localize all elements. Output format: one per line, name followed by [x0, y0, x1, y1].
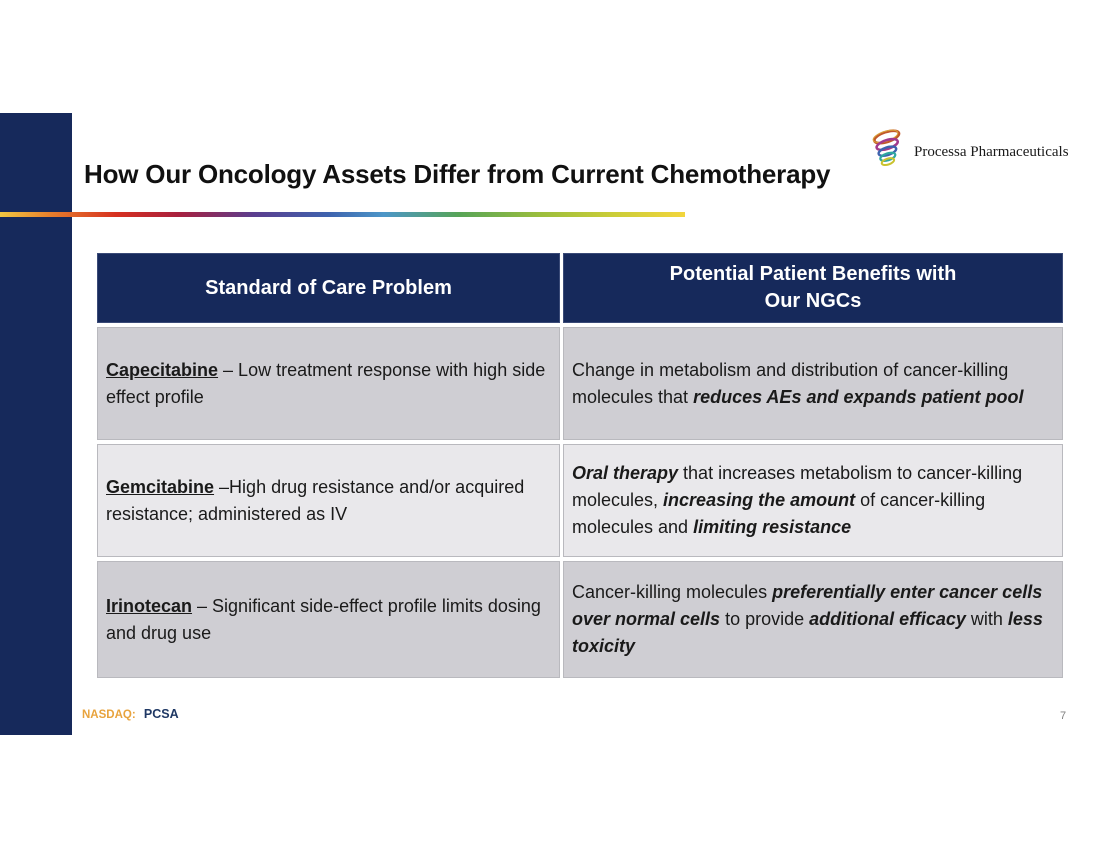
text-segment: with: [965, 609, 1008, 629]
text-segment: Capecitabine: [106, 359, 219, 380]
company-logo: [866, 126, 1069, 179]
stacked-rings-icon: [866, 126, 910, 179]
cell-text: [572, 357, 1052, 411]
comparison-table: [97, 253, 1063, 678]
rainbow-divider-line: [0, 212, 685, 217]
text-segment: of cancer-killing molecules and: [572, 490, 986, 537]
text-segment: increasing the amount: [663, 490, 856, 510]
company-name: Processa Pharmaceuticals: [914, 144, 1069, 160]
table-row-gemcitabine-benefit: [563, 444, 1063, 557]
table-row-gemcitabine-problem: [97, 444, 560, 557]
table-header-benefits: Potential Patient Benefits with Our NGCs: [563, 253, 1063, 323]
cell-text: [106, 593, 549, 647]
left-accent-band: [0, 113, 72, 735]
cell-text: [572, 579, 1052, 660]
table-row-capecitabine-benefit: [563, 327, 1063, 440]
ticker-footer: [82, 707, 179, 721]
text-segment: preferentially enter cancer cells over normal cells: [572, 582, 1043, 629]
page-title: How Our Oncology Assets Differ from Current Chemotherapy: [84, 159, 831, 189]
text-segment: – Low treatment response with high side effect profile: [106, 359, 546, 407]
text-segment: Gemcitabine: [106, 476, 215, 497]
table-row-irinotecan-benefit: [563, 561, 1063, 678]
text-segment: to provide: [720, 609, 810, 629]
exchange-label: NASDAQ:: [82, 709, 136, 721]
table-header-problem: Standard of Care Problem: [97, 253, 560, 323]
text-segment: reduces AEs and expands patient pool: [693, 386, 1024, 407]
cell-text: [106, 474, 549, 528]
cell-text: [572, 460, 1052, 541]
page-number: 7: [1060, 710, 1067, 722]
text-segment: Irinotecan: [106, 595, 193, 616]
text-segment: –High drug resistance and/or acquired resistance; administered as IV: [106, 476, 525, 524]
text-segment: that increases metabolism to cancer-killing molecules,: [572, 463, 1023, 510]
text-segment: additional efficacy: [809, 609, 966, 629]
table-row-capecitabine-problem: [97, 327, 560, 440]
text-segment: limiting resistance: [693, 517, 852, 537]
text-segment: less toxicity: [572, 609, 1043, 656]
text-segment: Oral therapy: [572, 463, 679, 483]
text-segment: Cancer-killing molecules: [572, 582, 773, 602]
cell-text: [106, 357, 549, 411]
ticker-symbol: PCSA: [143, 707, 179, 721]
table-row-irinotecan-problem: [97, 561, 560, 678]
text-segment: – Significant side-effect profile limits dosing and drug use: [106, 595, 541, 643]
text-segment: Change in metabolism and distribution of cancer-killing molecules that: [572, 359, 1009, 407]
